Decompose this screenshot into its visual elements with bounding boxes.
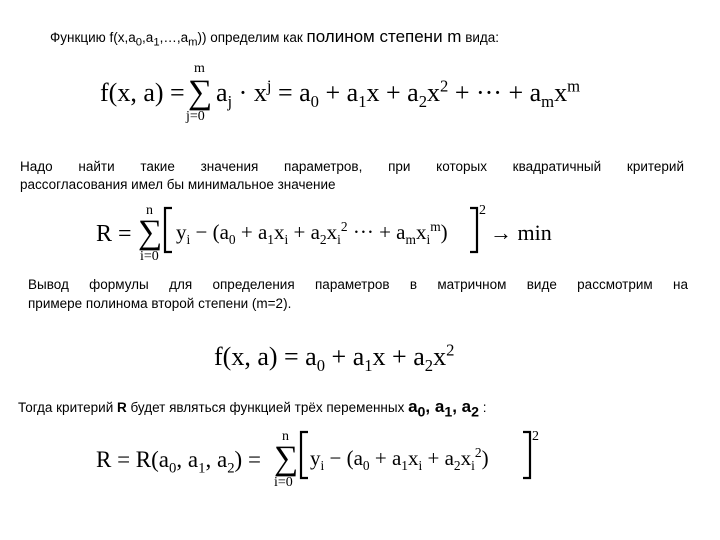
paragraph-3-emphasis: R — [117, 400, 127, 415]
intro-emphasis: полином степени m — [306, 27, 462, 46]
sum-upper-limit: n — [282, 429, 289, 444]
intro-text: вида: — [461, 30, 500, 45]
intro-text: ,…,a — [159, 30, 189, 45]
formula-1-lhs — [100, 80, 185, 106]
paragraph-2-line-1 — [28, 276, 688, 294]
formula-1-lhs-text: f(x, a) = — [100, 78, 185, 107]
formula-2-right-bracket — [470, 208, 477, 252]
square-exponent: 2 — [479, 203, 486, 218]
paragraph-3-variables: $a_0$, $a_1$, $a_2$ — [408, 397, 479, 421]
formula-4-right-bracket — [523, 432, 530, 478]
formula-1-lower — [186, 110, 205, 124]
formula-3: f(x, $a) = a_0 + a_1x + a_2x^2$ — [214, 340, 455, 376]
sum-lower-limit: i=0 — [274, 475, 293, 490]
paragraph-1-line-2 — [20, 176, 336, 194]
sum-upper-limit: n — [146, 203, 153, 218]
formula-2-lower — [140, 250, 159, 264]
intro-text: )) определим как — [197, 30, 307, 45]
summation-symbol: ∑ — [274, 440, 299, 477]
formula-2-lhs — [96, 222, 132, 246]
paragraph-3-text: : — [478, 400, 487, 415]
formula-1-upper — [194, 62, 205, 76]
sum-lower-limit: i=0 — [140, 249, 159, 264]
intro-text: Функцию f(x,a — [50, 30, 136, 45]
formula-4-left-bracket — [301, 432, 308, 478]
formula-1-rhs: $a_j \cdot x^j = a_0 + a_1x + a_2x^2$ + ··· + $a_mx^m$ — [216, 76, 581, 112]
paragraph-3-text: будет являться функцией трёх переменных — [126, 400, 409, 415]
formula-2-upper — [146, 204, 153, 218]
paragraph-2-line-2 — [28, 295, 291, 313]
intro-sub: 0 — [135, 36, 143, 49]
paragraph-1-line-1 — [20, 158, 684, 176]
formula-2-sigma — [138, 216, 162, 250]
paragraph-1-text: Надо найти такие значения параметров, при которых квадратичный критерий — [20, 159, 684, 174]
formula-4-lhs: $R = R(a_0$, $a_1$, $a_2$) = — [96, 447, 261, 477]
formula-2-body: $y_i - (a_0 + a_1x_i + a_2x_i^2$ ··· + $a_mx_i^m$) — [176, 219, 448, 248]
intro-sub: 1 — [153, 36, 160, 49]
paragraph-1-text: рассогласования имел бы минимальное значение — [20, 177, 336, 192]
arrow-min-text: → min — [490, 220, 552, 245]
formula-2-left-bracket — [165, 208, 172, 252]
intro-line — [50, 28, 499, 52]
paragraph-2-text: Вывод формулы для определения параметров в матричном виде рассмотрим на — [28, 277, 688, 292]
formula-4-sigma — [274, 442, 298, 476]
formula-2-lhs-text: R = — [96, 221, 132, 247]
formula-2-arrow — [490, 222, 552, 244]
intro-text: ,a — [142, 30, 154, 45]
intro-sub: m — [188, 36, 198, 49]
summation-symbol: ∑ — [188, 74, 213, 111]
sum-upper-limit: m — [194, 61, 205, 76]
paragraph-3 — [18, 398, 487, 421]
summation-symbol: ∑ — [138, 214, 163, 251]
formula-4-upper — [282, 430, 289, 444]
paragraph-2-text: примере полинома второй степени (m=2). — [28, 296, 292, 311]
paragraph-3-text: Тогда критерий — [18, 400, 117, 415]
formula-1-sigma — [188, 76, 212, 110]
formula-4-body: $y_i - (a_0 + a_1x_i + a_2x_i^2)$ — [310, 445, 489, 474]
sum-lower-limit: j=0 — [186, 109, 205, 124]
formula-2-power — [479, 204, 486, 218]
formula-4-lower — [274, 476, 293, 490]
square-exponent: 2 — [532, 429, 539, 444]
formula-4-power — [532, 430, 539, 444]
